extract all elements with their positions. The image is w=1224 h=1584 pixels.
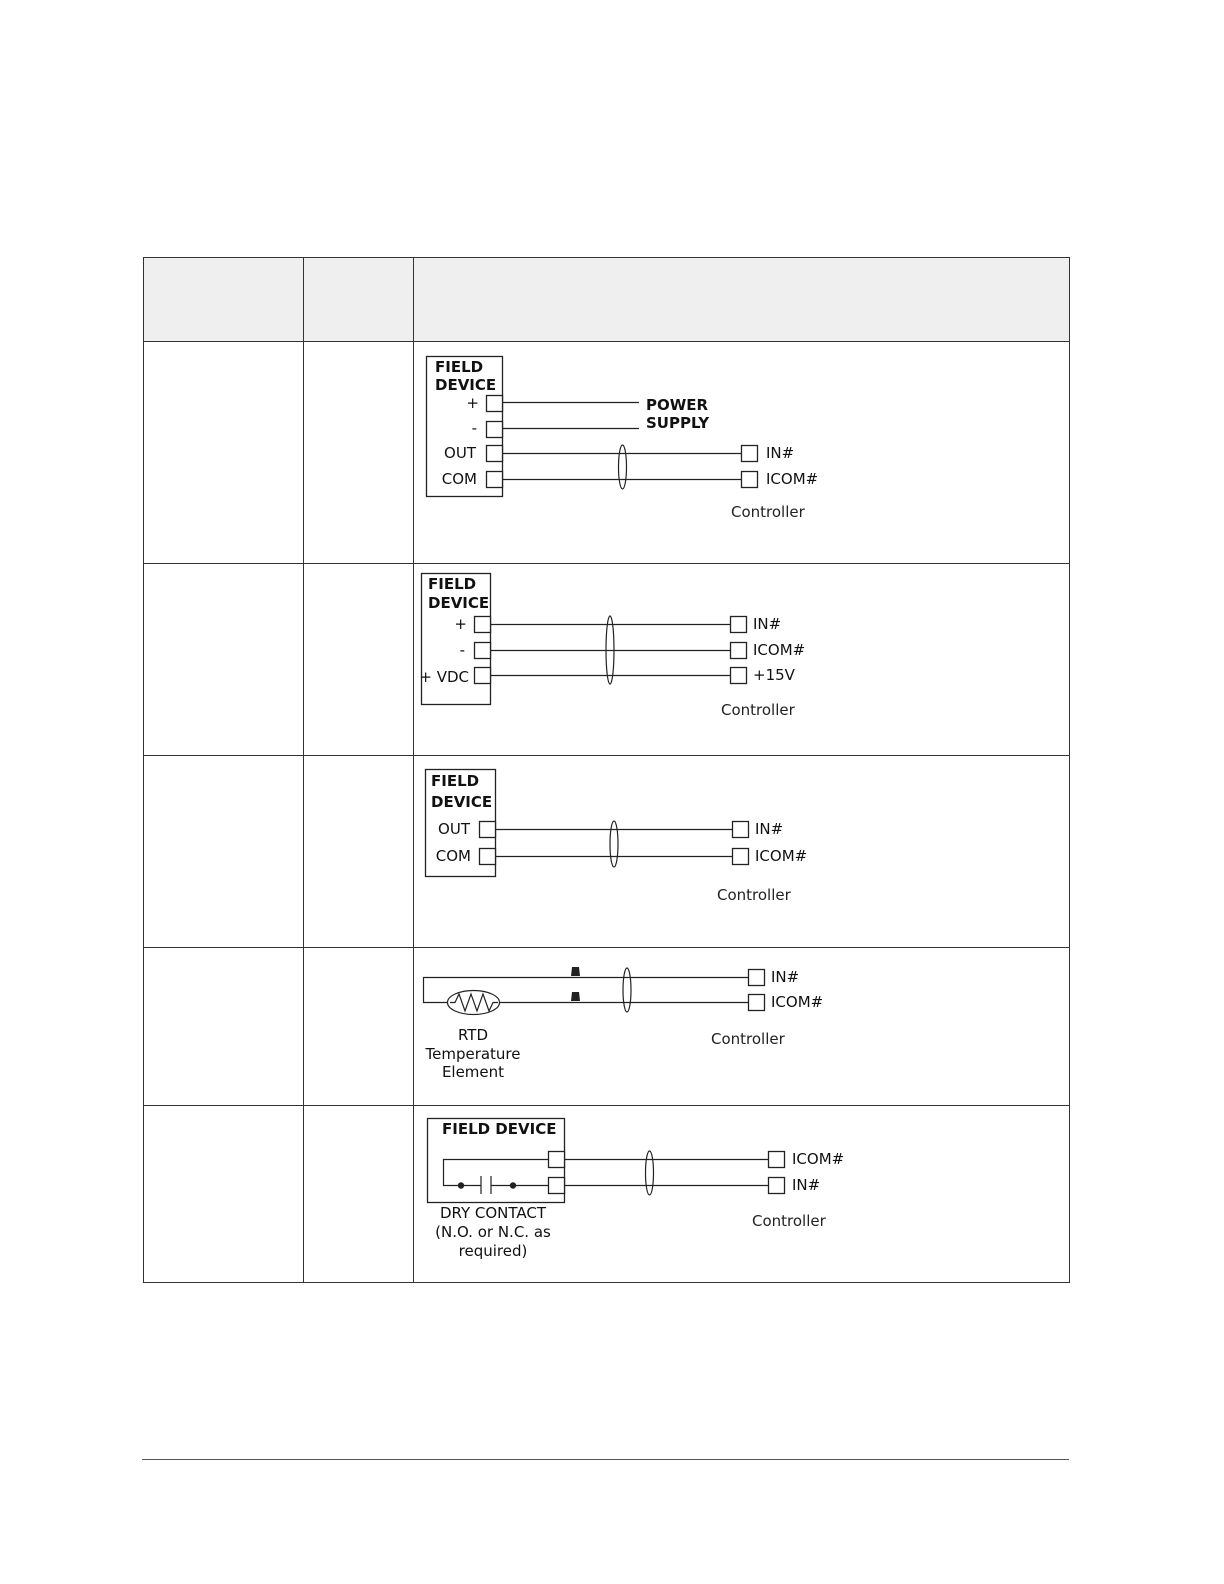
controller-terminal-icom: ICOM# bbox=[755, 847, 808, 865]
power-supply-line2: SUPPLY bbox=[646, 414, 710, 432]
controller-terminal-icom: ICOM# bbox=[753, 641, 806, 659]
controller-label: Controller bbox=[731, 503, 805, 521]
terminal-plus: + bbox=[454, 615, 467, 633]
rtd-resistor-icon bbox=[448, 991, 500, 1015]
device-title-line1: FIELD bbox=[431, 772, 480, 790]
cable-shield-icon bbox=[623, 968, 631, 1012]
table-header bbox=[143, 257, 1070, 341]
wiring-diagram-row-5 bbox=[428, 1119, 845, 1261]
terminal-com: COM bbox=[441, 470, 477, 488]
footer-rule bbox=[142, 1459, 1069, 1460]
controller-terminal-in: IN# bbox=[755, 820, 784, 838]
terminal-out: OUT bbox=[444, 444, 476, 462]
terminal-out: OUT bbox=[438, 820, 470, 838]
controller-terminal-in: IN# bbox=[792, 1176, 821, 1194]
device-title-line2: DEVICE bbox=[435, 376, 497, 394]
device-title-line1: FIELD bbox=[428, 575, 477, 593]
wiring-diagram-row-1 bbox=[427, 357, 819, 522]
rtd-label-line3: Element bbox=[441, 1063, 505, 1081]
controller-terminal-in: IN# bbox=[771, 968, 800, 986]
terminal-minus: - bbox=[471, 419, 477, 437]
controller-terminal-icom: ICOM# bbox=[766, 470, 819, 488]
terminal-vdc: + VDC bbox=[419, 668, 469, 686]
controller-terminal-15v: +15V bbox=[753, 666, 795, 684]
device-title-line2: DEVICE bbox=[431, 793, 493, 811]
wiring-diagram-row-3 bbox=[426, 770, 808, 905]
controller-label: Controller bbox=[717, 886, 791, 904]
device-title: FIELD DEVICE bbox=[442, 1120, 557, 1138]
controller-label: Controller bbox=[752, 1212, 826, 1230]
cable-shield-icon bbox=[610, 821, 618, 867]
wiring-diagram-row-4 bbox=[424, 967, 824, 1081]
rtd-label-line1: RTD bbox=[457, 1026, 489, 1044]
power-supply-line1: POWER bbox=[646, 396, 709, 414]
table-grid bbox=[143, 257, 1070, 1283]
wiring-diagram-row-2 bbox=[419, 574, 805, 720]
controller-label: Controller bbox=[711, 1030, 785, 1048]
contact-label-line2: (N.O. or N.C. as bbox=[435, 1223, 551, 1241]
rtd-label-line2: Temperature bbox=[425, 1045, 521, 1063]
lead-marker-icon bbox=[571, 967, 580, 1001]
controller-label: Controller bbox=[721, 701, 795, 719]
device-title-line2: DEVICE bbox=[428, 594, 490, 612]
cable-shield-icon bbox=[619, 445, 627, 489]
terminal-plus: + bbox=[466, 394, 479, 412]
device-title-line1: FIELD bbox=[435, 358, 484, 376]
terminal-com: COM bbox=[435, 847, 471, 865]
controller-terminal-in: IN# bbox=[753, 615, 782, 633]
contact-label-line3: required) bbox=[458, 1242, 528, 1260]
dry-contact-icon bbox=[444, 1160, 549, 1195]
controller-terminal-icom: ICOM# bbox=[771, 993, 824, 1011]
controller-terminal-in: IN# bbox=[766, 444, 795, 462]
contact-label-line1: DRY CONTACT bbox=[439, 1204, 547, 1222]
wiring-table bbox=[143, 257, 1070, 1283]
controller-terminal-icom: ICOM# bbox=[792, 1150, 845, 1168]
terminal-minus: - bbox=[459, 641, 465, 659]
cable-shield-icon bbox=[646, 1151, 654, 1195]
